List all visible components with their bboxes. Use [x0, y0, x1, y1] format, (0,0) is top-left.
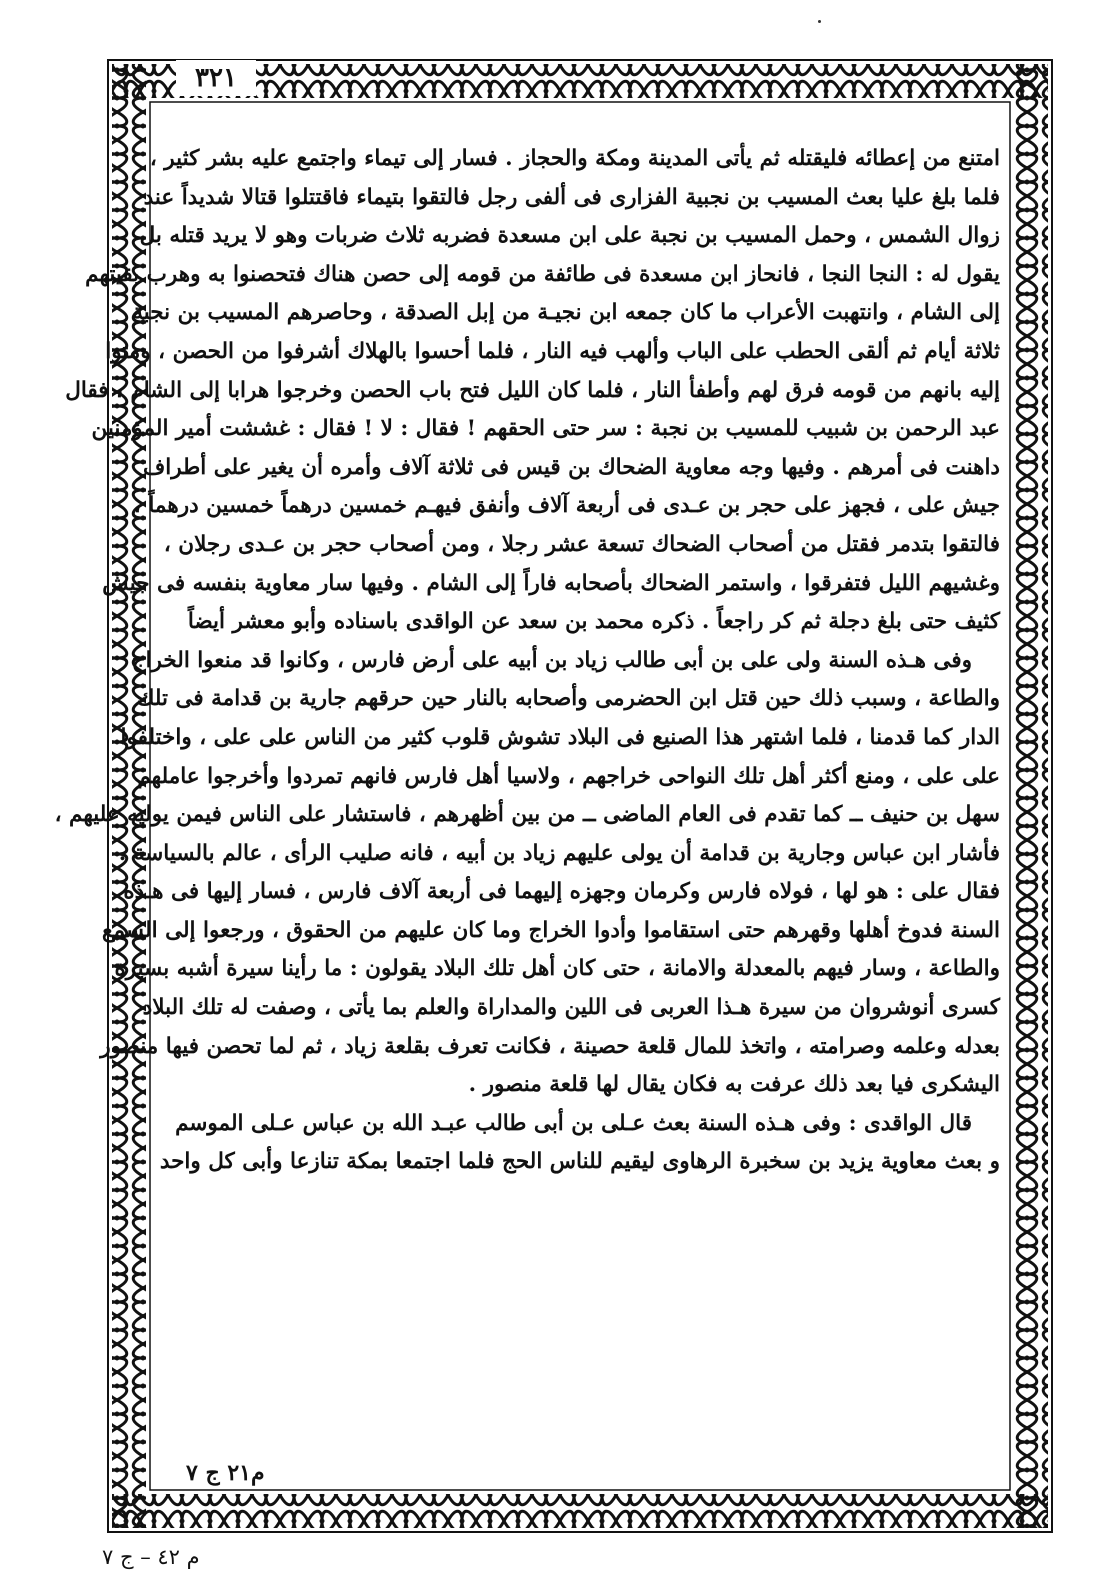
text-line: فالتقوا بتدمر فقتل من أصحاب الضحاك تسعة عشر رجلا ، ومن أصحاب حجر بن عـدى رجلان ، — [163, 531, 1000, 557]
text-line: بعدله وعلمه وصرامته ، واتخذ للمال قلعة حصينة ، فكانت تعرف بقلعة زياد ، ثم لما تحصن فيها منصور — [100, 1033, 1000, 1059]
text-line: السنة فدوخ أهلها وقهرهم حتى استقاموا وأدوا الخراج وما كان عليهم من الحقوق ، ورجعوا إلى السمع — [102, 917, 1000, 943]
text-line: فقال على : هو لها ، فولاه فارس وكرمان وجهزه إليهما فى أربعة آلاف فارس ، فسار إليها فى هـذه — [123, 879, 1000, 905]
text-line: داهنت فى أمرهم . وفيها وجه معاوية الضحاك بن قيس فى ثلاثة آلاف وأمره أن يغير على أطراف — [143, 454, 1000, 480]
text-line: جيش على ، فجهز على حجر بن عـدى فى أربعة آلاف وأنفق فيهـم خمسين درهماً خمسين درهماً ، — [133, 493, 1000, 519]
text-line: ثلاثة أيام ثم ألقى الحطب على الباب وألهب فيه النار ، فلما أحسوا بالهلاك أشرفوا من الحصن ، ومتوا — [105, 338, 1000, 364]
body-text — [54, 140, 1000, 1182]
text-line: على على ، ومنع أكثر أهل تلك النواحى خراجهم ، ولاسيا أهل فارس فانهم تمردوا وأخرجوا عاملهم — [137, 763, 1000, 789]
text-line: اليشكرى فيا بعد ذلك عرفت به فكان يقال لها قلعة منصور . — [468, 1072, 1000, 1098]
text-line: والطاعة ، وسار فيهم بالمعدلة والامانة ، حتى كان أهل تلك البلاد يقولون : ما رأينا سيرة أشبه بسيرة — [114, 956, 1000, 982]
text-line: وغشيهم الليل فتفرقوا ، واستمر الضحاك بأصحابه فاراً إلى الشام . وفيها سار معاوية بنفسه فى جيش — [102, 570, 1000, 596]
text-line: كسرى أنوشروان من سيرة هـذا العربى فى اللين والمداراة والعلم بما يأتى ، وصفت له تلك البلاد — [142, 995, 1000, 1021]
printer-signature: م٢١ ج ٧ — [186, 1460, 265, 1486]
ink-dot — [818, 20, 821, 23]
border-right — [1014, 64, 1048, 1528]
text-line: سهل بن حنيف ــ كما تقدم فى العام الماضى ــ من بين أظهرهم ، فاستشار على الناس فيمن يوليه عليهم ، — [54, 802, 1000, 828]
text-line: فأشار ابن عباس وجارية بن قدامة أن يولى عليهم زياد بن أبيه ، فانه صليب الرأى ، عالم بالسياسة . — [118, 840, 1000, 866]
text-line: كثيف حتى بلغ دجلة ثم كر راجعاً . ذكره محمد بن سعد عن الواقدى باسناده وأبو معشر أيضاً — [187, 609, 1000, 635]
text-line: عبد الرحمن بن شبيب للمسيب بن نجبة : سر حتى الحقهم ! فقال : لا ! فقال : غششت أمير المؤمنين — [91, 416, 1000, 442]
text-line: إليه بانهم من قومه فرق لهم وأطفأ النار ، فلما كان الليل فتح باب الحصن وخرجوا هرابا إلى الشام ، فقال — [65, 377, 1000, 403]
text-line: و بعث معاوية يزيد بن سخبرة الرهاوى ليقيم للناس الحج فلما اجتمعا بمكة تنازعا وأبى كل واحد — [159, 1149, 1000, 1175]
text-line: يقول له : النجا النجا ، فانحاز ابن مسعدة فى طائفة من قومه إلى حصن هناك فتحصنوا به وهرب بقيتهم — [85, 261, 1000, 287]
page-number: ٣٢١ — [176, 60, 256, 96]
text-line: زوال الشمس ، وحمل المسيب بن نجبة على ابن مسعدة فضربه ثلاث ضربات وهو لا يريد قتله بل — [139, 223, 1000, 249]
border-bottom — [112, 1494, 1048, 1528]
outer-signature: م ٤٢ – ج ٧ — [102, 1545, 200, 1569]
paragraph-start-line: قال الواقدى : وفى هـذه السنة بعث عـلى بن أبى طالب عبـد الله بن عباس عـلى الموسم — [175, 1110, 972, 1136]
paragraph-start-line: وفى هـذه السنة ولى على بن أبى طالب زياد بن أبيه على أرض فارس ، وكانوا قد منعوا الخراج — [131, 647, 972, 673]
text-line: الدار كما قدمنا ، فلما اشتهر هذا الصنيع فى البلاد تشوش قلوب كثير من الناس على على ، واختلفوا — [120, 724, 1000, 750]
text-line: فلما بلغ عليا بعث المسيب بن نجبية الفزارى فى ألفى رجل فالتقوا بتيماء فاقتتلوا قتالا شديداً عند — [143, 184, 1000, 210]
text-line: امتنع من إعطائه فليقتله ثم يأتى المدينة ومكة والحجاز . فسار إلى تيماء واجتمع عليه بشر كثير ، — [149, 146, 1000, 171]
text-line: والطاعة ، وسبب ذلك حين قتل ابن الحضرمى وأصحابه بالنار حين حرقهم جارية بن قدامة فى تلك — [136, 686, 1000, 712]
text-line: إلى الشام ، وانتهبت الأعراب ما كان جمعه ابن نجيـة من إبل الصدقة ، وحاصرهم المسيب بن نجبة — [132, 300, 1000, 326]
